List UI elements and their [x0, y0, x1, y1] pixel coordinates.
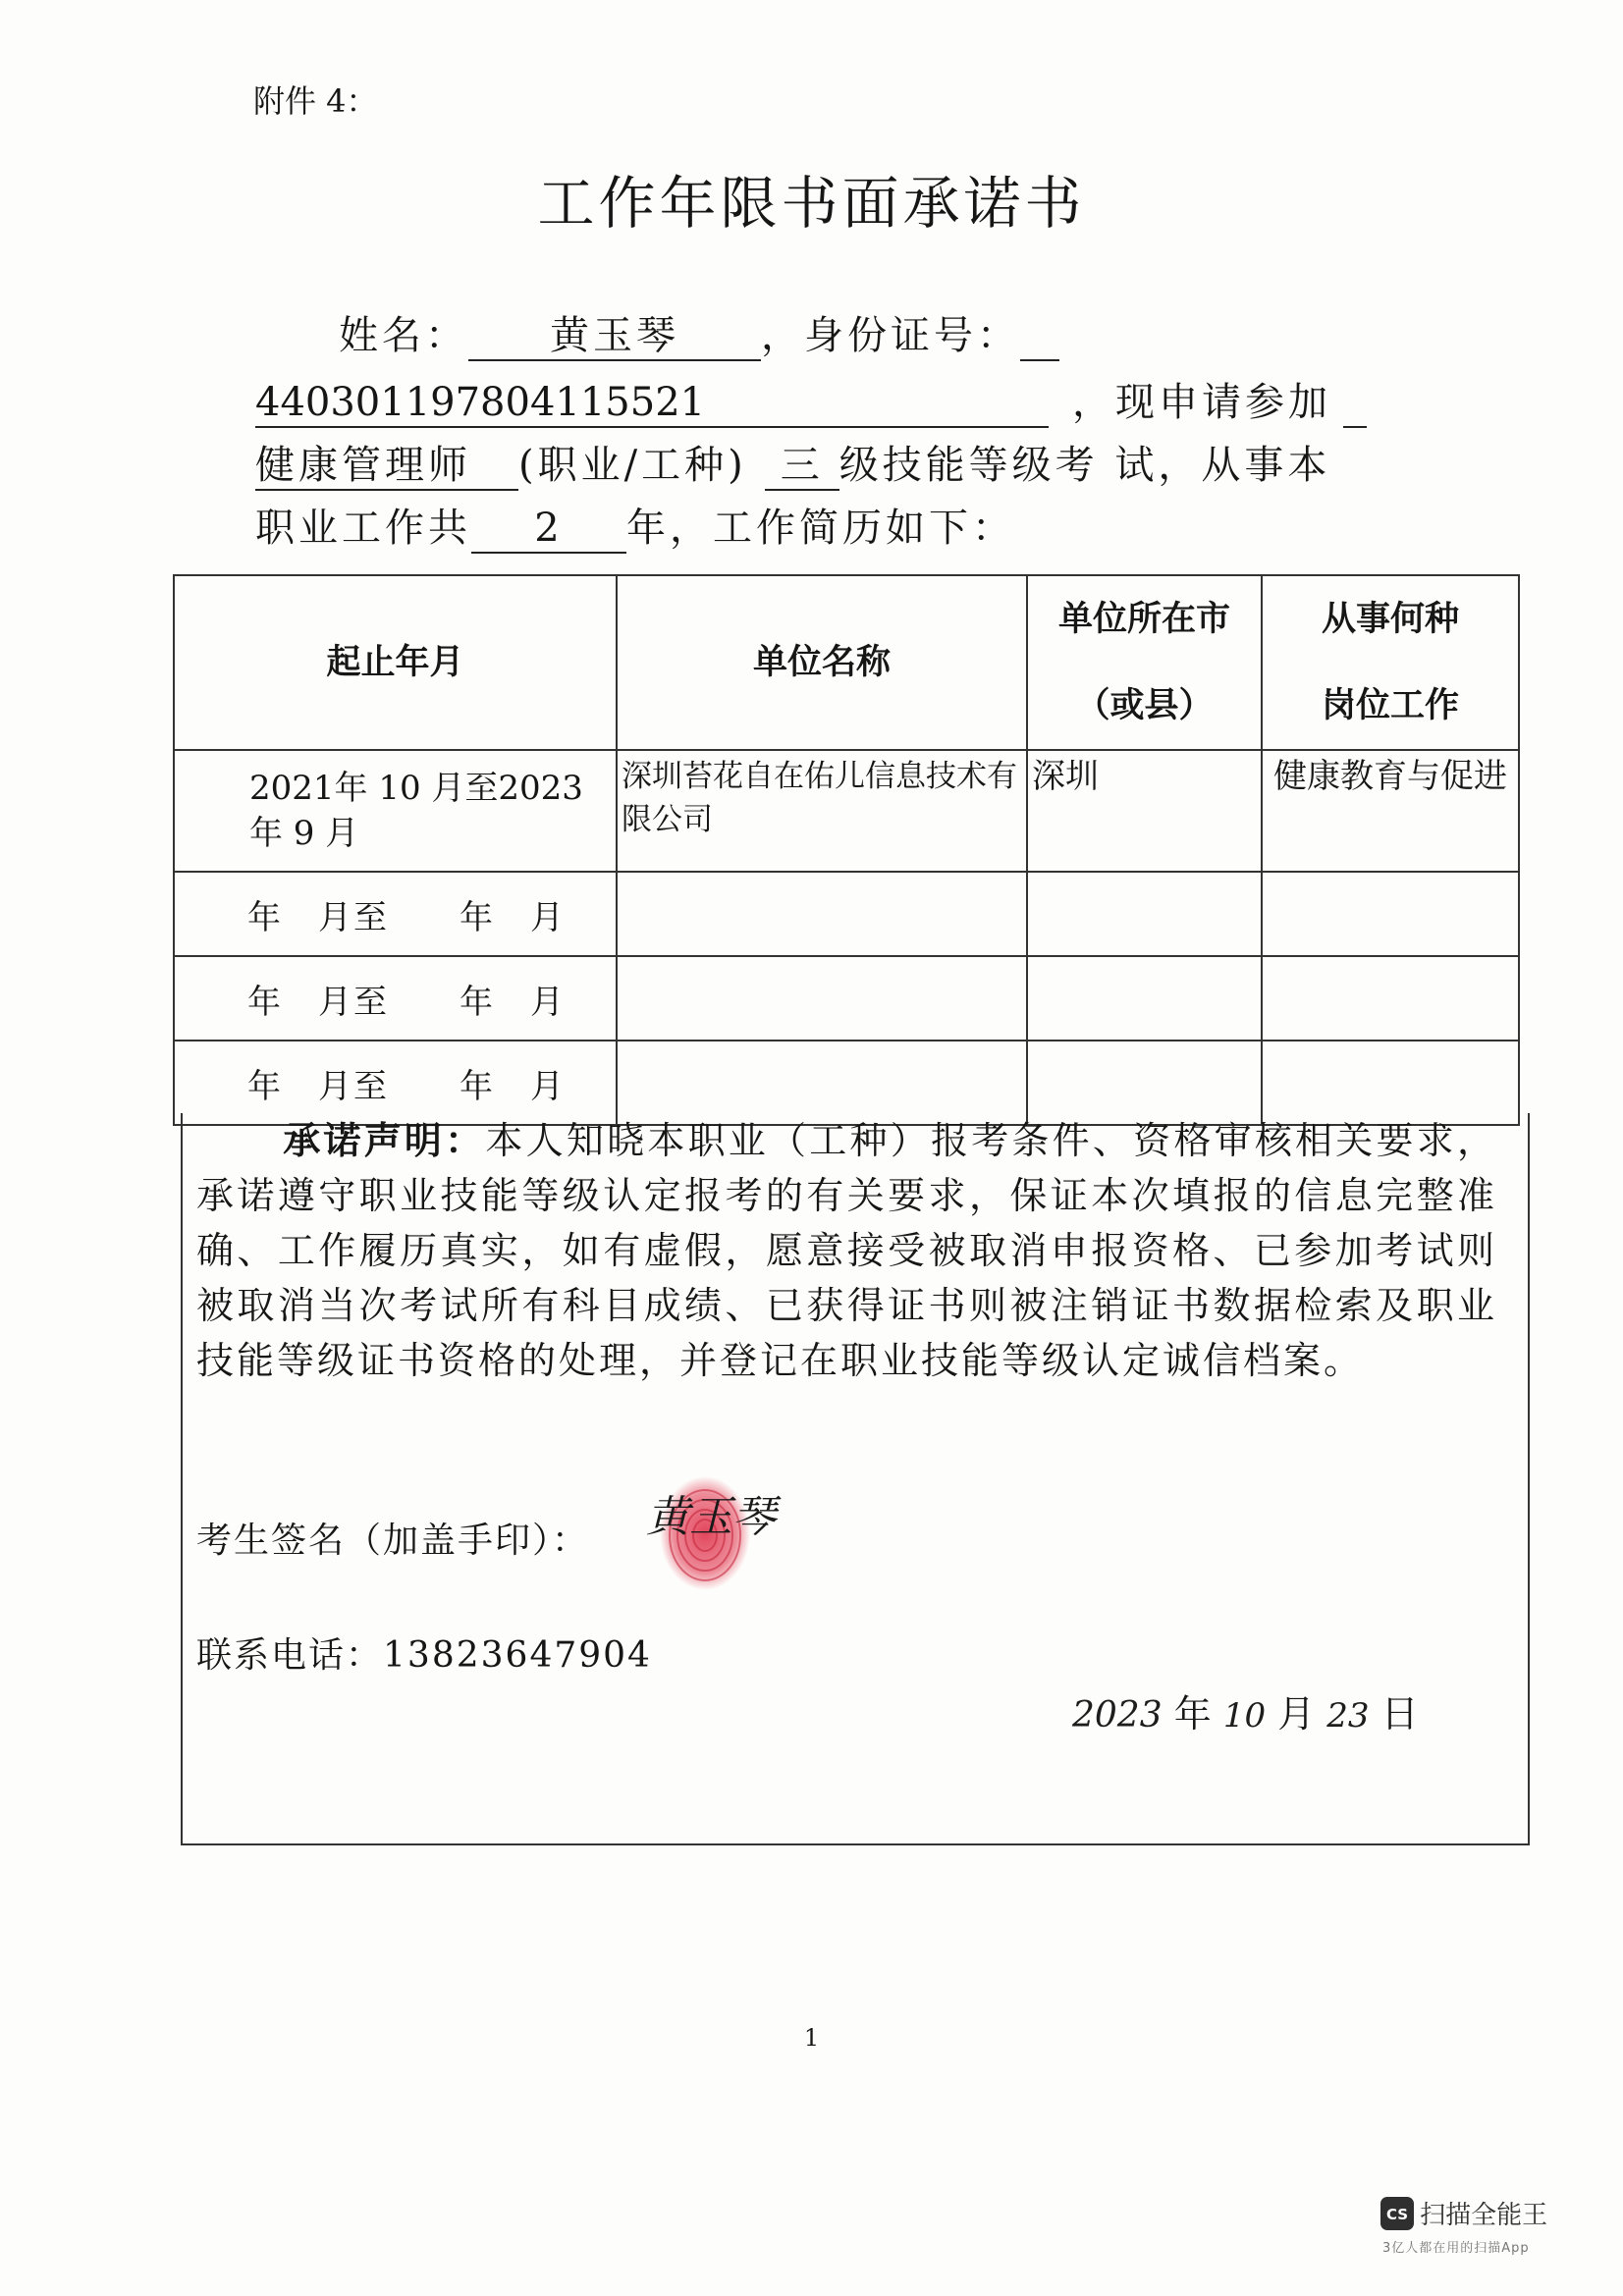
- work-prefix: 职业工作共: [255, 506, 471, 551]
- position-cell: [1262, 872, 1519, 956]
- occupation-suffix: (职业/工种): [518, 443, 747, 488]
- date-day-unit: 日: [1380, 1692, 1419, 1735]
- fingerprint-stamp-icon: [628, 1455, 805, 1612]
- declaration-text-block: [196, 1113, 1497, 1388]
- applicant-line-2: [255, 371, 1367, 428]
- name-field: 黄玉琴: [468, 312, 761, 361]
- applicant-line-3: [255, 434, 1330, 491]
- period-cell: 年 月至 年 月: [174, 1041, 617, 1125]
- page-number: 1: [803, 2024, 820, 2052]
- declaration-body: 本人知晓本职业（工种）报考条件、资格审核相关要求，承诺遵守职业技能等级认定报考的有关要求，保证本次填报的信息完整准确、工作履历真实，如有虚假，愿意接受被取消申报资格、已参加考试则被取消当次考试所有科目成绩、已获得证书则被注销证书数据检索及职业技能等级证书资格的处理，并登记在职业技能等级认定诚信档案。: [196, 1119, 1497, 1382]
- city-cell: [1027, 956, 1262, 1041]
- signing-date: [1072, 1683, 1419, 1737]
- period-line2: 年 9 月: [249, 814, 359, 853]
- scanner-app-tagline: 3亿人都在用的扫描App: [1382, 2241, 1530, 2256]
- period-line1: 2021年 10 月至2023: [249, 769, 583, 808]
- header-position: [1262, 575, 1519, 750]
- occupation-field: 健康管理师: [255, 442, 518, 491]
- position-cell: 健康教育与促进: [1262, 750, 1519, 872]
- period-cell: 年 月至 年 月: [174, 956, 617, 1041]
- date-month: 10: [1222, 1696, 1267, 1735]
- signature-area: [628, 1455, 805, 1616]
- header-city-line1: 单位所在市: [1057, 600, 1230, 639]
- attachment-label: 附件 4：: [253, 82, 378, 120]
- declaration-heading: 承诺声明：: [283, 1119, 486, 1162]
- id-label: ，身份证号：: [761, 313, 1020, 358]
- years-field: 2: [471, 505, 626, 554]
- phone-label: 联系电话：: [196, 1635, 384, 1676]
- date-day: 23: [1326, 1696, 1370, 1735]
- exam-text: 级技能等级考 试，从事本: [839, 443, 1331, 488]
- date-year: 2023: [1072, 1695, 1163, 1735]
- scanner-logo-icon: [1380, 2196, 1415, 2231]
- company-cell: [617, 956, 1027, 1041]
- period-cell: 年 月至 年 月: [174, 872, 617, 956]
- occupation-underline-start: [1343, 379, 1367, 428]
- table-row: [174, 750, 1519, 872]
- work-suffix: 年，工作简历如下：: [626, 506, 1015, 551]
- table-header-row: [174, 575, 1519, 750]
- table-row: [174, 872, 1519, 956]
- signature-label: 考生签名（加盖手印）：: [196, 1521, 590, 1561]
- header-company: 单位名称: [617, 575, 1027, 750]
- scanner-app-badge: [1380, 2195, 1547, 2256]
- header-city-line2: （或县）: [1075, 686, 1214, 725]
- header-city: [1027, 575, 1262, 750]
- date-year-unit: 年: [1173, 1692, 1212, 1735]
- id-underline-start: [1020, 312, 1059, 361]
- city-cell: 深圳: [1027, 750, 1262, 872]
- applicant-line-1: [339, 304, 1059, 361]
- scanner-logo-text: CS: [1385, 2205, 1409, 2223]
- header-position-line2: 岗位工作: [1321, 686, 1459, 725]
- level-field: 三: [765, 442, 839, 491]
- header-position-line1: 从事何种: [1321, 600, 1459, 639]
- phone-number: 13823647904: [383, 1635, 652, 1676]
- id-number-field: 440301197804115521: [255, 379, 1049, 428]
- table-row: [174, 956, 1519, 1041]
- company-cell: [617, 872, 1027, 956]
- apply-text: ，现申请参加: [1072, 380, 1331, 425]
- city-cell: [1027, 872, 1262, 956]
- contact-line: [196, 1628, 652, 1678]
- name-label: 姓名：: [339, 313, 468, 358]
- header-period: 起止年月: [174, 575, 617, 750]
- document-title: 工作年限书面承诺书: [537, 170, 1086, 237]
- handwritten-signature: 黄玉琴: [646, 1492, 776, 1542]
- scanner-app-name: 扫描全能王: [1420, 2201, 1548, 2230]
- period-cell: [174, 750, 617, 872]
- work-history-table: [173, 574, 1520, 1126]
- date-month-unit: 月: [1277, 1692, 1316, 1735]
- applicant-line-4: [255, 497, 1015, 554]
- position-cell: [1262, 956, 1519, 1041]
- company-cell: 深圳苔花自在佑儿信息技术有限公司: [617, 750, 1027, 872]
